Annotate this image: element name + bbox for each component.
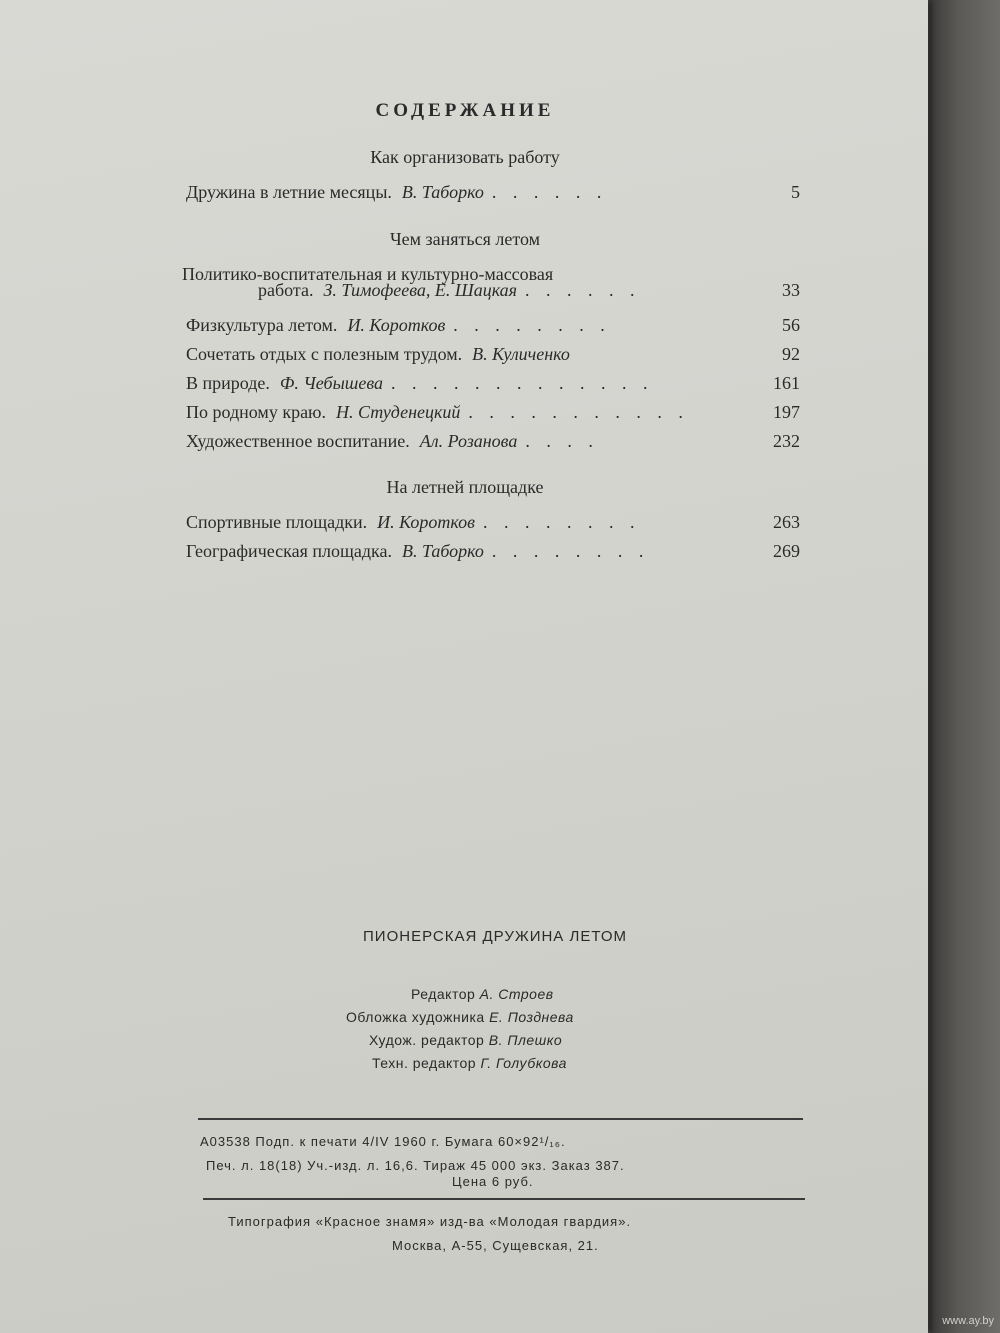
credit-role: Худож. редактор (369, 1032, 485, 1048)
leader-dots: . . . . . . (491, 182, 608, 202)
entry-page: 232 (773, 431, 800, 451)
toc-entry (186, 178, 800, 207)
entry-author: Н. Студенецкий (336, 402, 461, 422)
entry-title: Физкультура летом. (186, 315, 338, 335)
book-title: ПИОНЕРСКАЯ ДРУЖИНА ЛЕТОМ (363, 928, 627, 945)
entry-author: В. Таборко (401, 182, 484, 202)
leader-dots: . . . . . . . . . . . (468, 402, 689, 422)
divider-rule (203, 1198, 805, 1200)
entry-page: 161 (773, 373, 800, 393)
publication-details: А03538 Подп. к печати 4/IV 1960 г. Бумага 60×92¹/₁₆. (200, 1134, 566, 1149)
publication-details: Печ. л. 18(18) Уч.-изд. л. 16,6. Тираж 45 000 экз. Заказ 387. (206, 1158, 625, 1173)
credit-name: А. Строев (479, 986, 554, 1002)
entry-title-line1: Политико-воспитательная и культурно-массовая (182, 264, 554, 284)
entry-title: Дружина в летние месяцы. (186, 182, 392, 202)
entry-title: Художественное воспитание. (186, 431, 410, 451)
entry-title: работа. (258, 280, 314, 300)
entry-title: В природе. (186, 373, 270, 393)
entry-page: 263 (773, 512, 800, 532)
credit-name: В. Плешко (488, 1032, 563, 1048)
toc-entry (186, 427, 800, 456)
leader-dots: . . . . . . . . . . . . . (391, 373, 654, 393)
toc-entry (186, 340, 800, 369)
entry-author: И. Коротков (377, 512, 475, 532)
entry-title: Спортивные площадки. (186, 512, 368, 532)
credit-line (346, 1009, 574, 1025)
credit-line (372, 1055, 567, 1071)
entry-page: 92 (782, 344, 800, 364)
toc-entry (186, 398, 800, 427)
toc-title: СОДЕРЖАНИЕ (375, 100, 555, 121)
entry-page: 269 (773, 541, 800, 561)
toc-entry (186, 537, 800, 566)
toc-entry (186, 369, 800, 398)
entry-author: З. Тимофеева, Е. Шацкая (323, 280, 518, 300)
leader-dots: . . . . . . . . (482, 512, 641, 532)
section-heading-3: На летней площадке (386, 477, 544, 497)
entry-author: Ф. Чебышева (279, 373, 384, 393)
credit-name: Г. Голубкова (480, 1055, 567, 1071)
entry-author: В. Таборко (402, 541, 484, 561)
entry-title: По родному краю. (186, 402, 327, 422)
toc-entry (258, 276, 800, 305)
entry-author: И. Коротков (347, 315, 446, 335)
leader-dots: . . . . . . (525, 280, 641, 300)
entry-page: 33 (782, 280, 800, 300)
credit-line (411, 986, 554, 1002)
credit-role: Редактор (411, 986, 476, 1002)
leader-dots: . . . . . . . . (491, 541, 650, 561)
section-heading-1: Как организовать работу (370, 147, 560, 167)
toc-entry (186, 508, 800, 537)
entry-page: 197 (773, 402, 800, 422)
background-surface (930, 0, 1000, 1333)
credit-role: Обложка художника (346, 1009, 485, 1025)
entry-title: Географическая площадка. (186, 541, 392, 561)
leader-dots: . . . . (525, 431, 599, 451)
entry-page: 56 (782, 315, 800, 335)
printer-address: Москва, А-55, Сущевская, 21. (392, 1238, 599, 1253)
entry-author: Ал. Розанова (419, 431, 518, 451)
price: Цена 6 руб. (452, 1174, 534, 1189)
toc-entry (186, 311, 800, 340)
entry-author: В. Куличенко (472, 344, 570, 364)
entry-page: 5 (791, 182, 800, 202)
printer-info: Типография «Красное знамя» изд-ва «Молодая гвардия». (228, 1214, 632, 1229)
watermark: www.ay.by (942, 1315, 994, 1327)
section-heading-2: Чем заняться летом (389, 229, 541, 249)
entry-title: Сочетать отдых с полезным трудом. (186, 344, 463, 364)
divider-rule (198, 1118, 803, 1120)
credit-role: Техн. редактор (372, 1055, 477, 1071)
credit-line (369, 1032, 562, 1048)
credit-name: Е. Позднева (489, 1009, 574, 1025)
leader-dots: . . . . . . . . (453, 315, 611, 335)
